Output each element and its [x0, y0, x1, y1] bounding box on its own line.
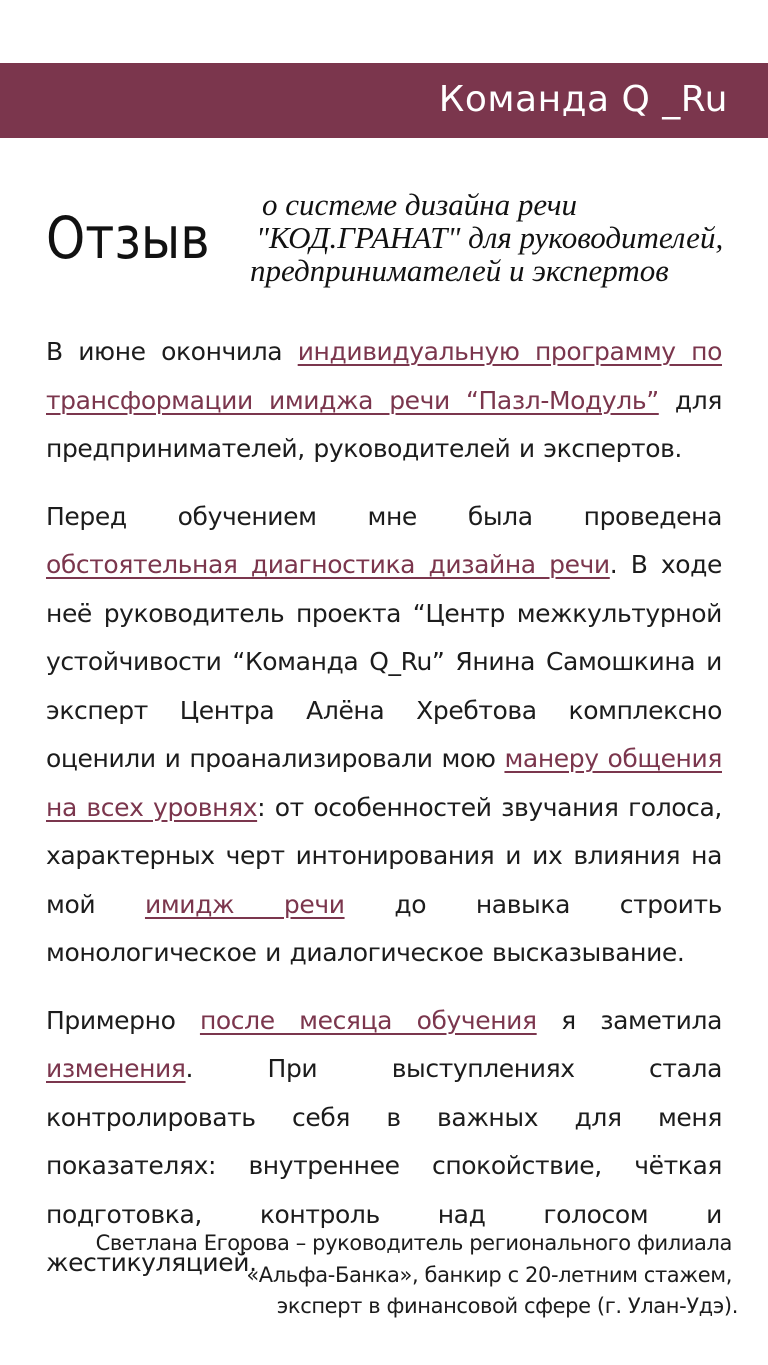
subtitle-line: о системе дизайна речи [262, 187, 577, 222]
author-signature [92, 1228, 738, 1323]
communication-link[interactable]: манеру общения на всех уровнях [46, 744, 722, 822]
paragraph-text: Примерно [46, 1005, 200, 1035]
paragraph-text: я заметила [536, 1005, 722, 1035]
page-title: Отзыв [46, 204, 210, 272]
subtitle-line: "КОД.ГРАНАТ" для руководителей, [256, 220, 724, 255]
brand-title: Команда Q _Ru [438, 79, 728, 120]
paragraph-text: до навыка строить монологическое и диалогическое высказывание. [46, 889, 722, 967]
program-link[interactable]: индивидуальную программу по трансформации имиджа речи “Пазл-Модуль” [46, 337, 722, 415]
speech-image-link[interactable]: имидж речи [144, 889, 345, 919]
paragraph-text: . В ходе неё руководитель проекта “Центр межкультурной устойчивости “Команда Q_Ru” Янина Самошкина и эксперт Центра Алёна Хребтова комплексно оценили и проанализировали мою [46, 550, 722, 773]
signature-line: «Альфа-Банка», банкир с 20-летним стажем, [246, 1262, 732, 1287]
changes-link[interactable]: изменения [46, 1054, 186, 1083]
page-subtitle [250, 188, 750, 287]
paragraph-text: для предпринимателей, руководителей и экспертов. [46, 385, 722, 463]
paragraph-text: . При выступлениях стала контролировать себя в важных для меня показателях: внутреннее спокойствие, чёткая подготовка, контроль над голосом и жестикуляцией. [46, 1054, 722, 1277]
paragraph-text: : от особенностей звучания голоса, характерных черт интонирования и их влияния на мой [46, 792, 722, 919]
diagnostics-link[interactable]: обстоятельная диагностика дизайна речи [46, 550, 610, 579]
subtitle-line: предпринимателей и экспертов [250, 253, 669, 288]
paragraph-2 [46, 493, 722, 978]
signature-line: Светлана Егорова – руководитель регионального филиала [95, 1231, 732, 1255]
header-bar [0, 63, 768, 138]
signature-line: эксперт в финансовой сфере (г. Улан-Удэ). [276, 1294, 738, 1318]
paragraph-1 [46, 328, 722, 474]
month-training-link[interactable]: после месяца обучения [199, 1005, 537, 1035]
review-body [46, 328, 722, 1307]
paragraph-text: Перед обучением мне была проведена [46, 501, 722, 531]
paragraph-text: В июне окончила [46, 337, 298, 366]
